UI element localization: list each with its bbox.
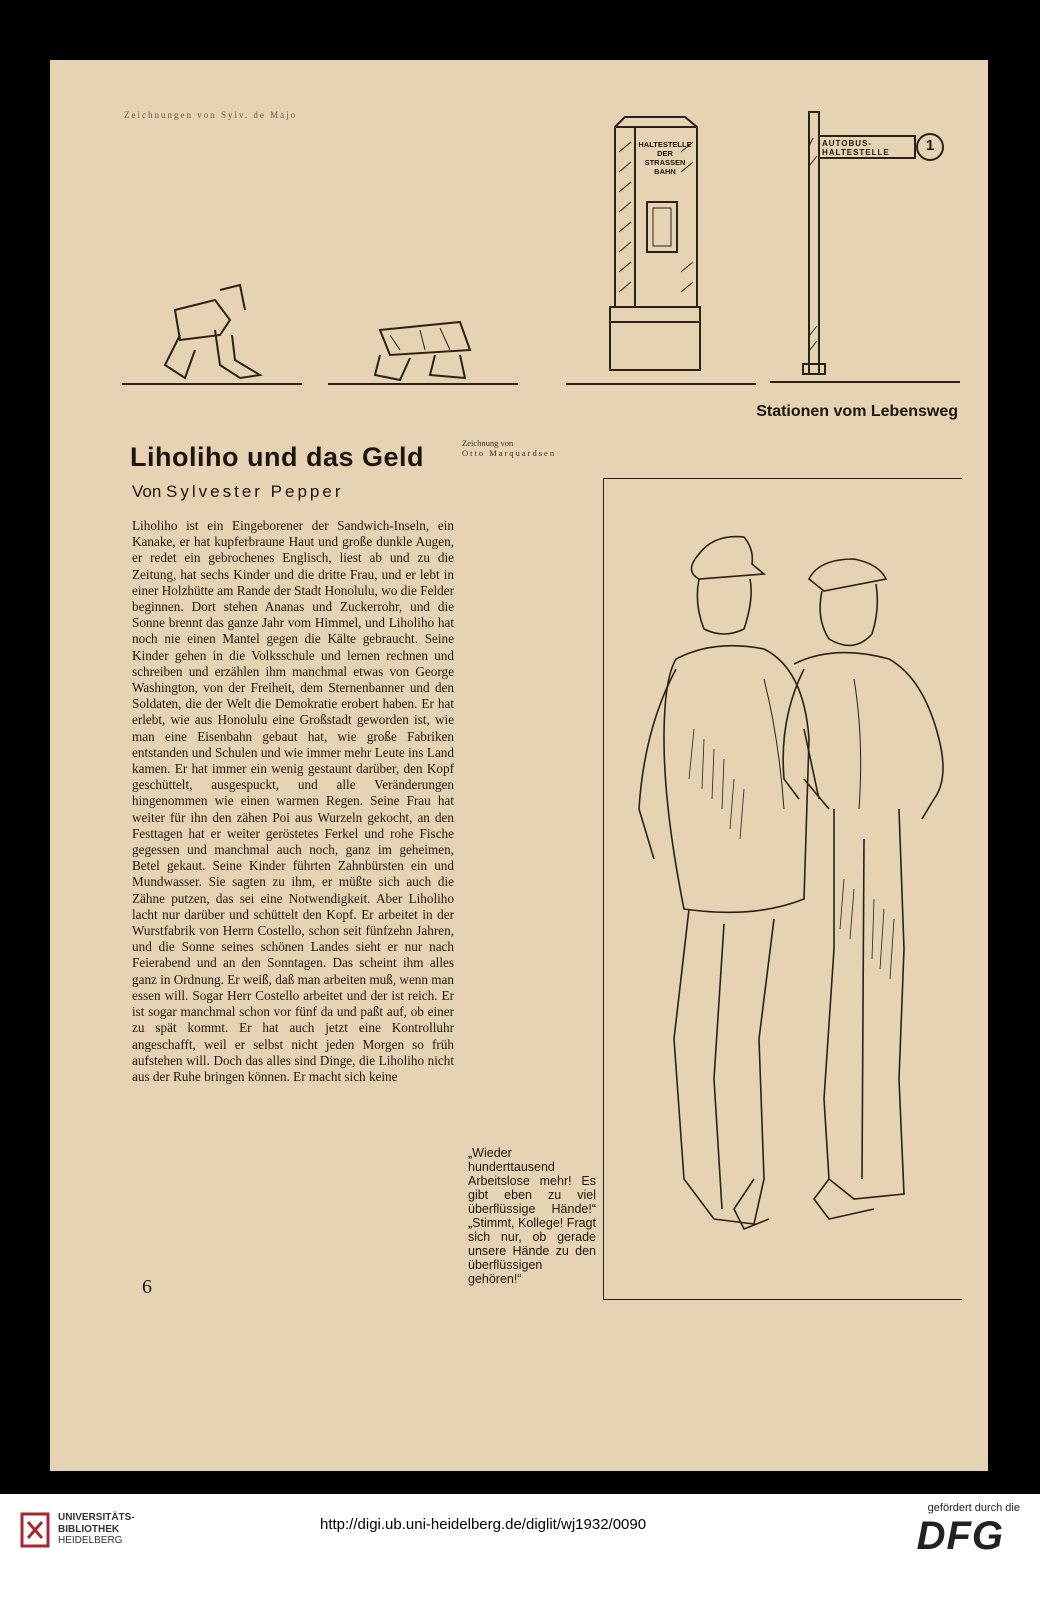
- dfg-logo: DFG: [916, 1514, 1004, 1558]
- library-name-line1: UNIVERSITÄTS-: [58, 1512, 135, 1523]
- series-title: Stationen vom Lebensweg: [756, 403, 958, 420]
- university-library-logo-icon: [18, 1510, 52, 1550]
- article-byline: [132, 482, 344, 502]
- byline-prefix: Von: [132, 482, 162, 501]
- viewer-footer: [0, 1494, 1040, 1601]
- tram-stop-sign-text: HALTESTELLE DER STRASSEN BAHN: [638, 140, 692, 176]
- library-name: [58, 1512, 135, 1547]
- article-title: Liholiho und das Geld: [130, 442, 424, 472]
- ground-line: [122, 383, 302, 385]
- magazine-page: [50, 60, 988, 1471]
- permalink-url[interactable]: http://digi.ub.uni-heidelberg.de/diglit/wj1932/0090: [320, 1516, 647, 1533]
- two-workers-illustration: [604, 479, 960, 1297]
- ground-line: [770, 381, 960, 383]
- ground-line: [566, 383, 756, 385]
- article-body: Liholiho ist ein Eingeborener der Sandwich-Inseln, ein Kanake, er hat kupferbraune Haut und große dunkle Augen, er redet ein gebrochenes Englisch, liest ab und zu die Zeitung, hat sechs Kinder und die dritte Frau, und er lebt in einer Holzhütte am Rande der Stadt Honolulu, wo die Felder beginnen. Dort stehen Ananas und Zuckerrohr, und die Sonne brennt das ganze Jahr vom Himmel, und Liholiho hat noch nie einen Mantel gegen die Kälte gebraucht. Seine Kinder gehen in die Volksschule und lernen rechnen und schreiben und erzählen ihm manchmal etwas von George Washington, von der Freiheit, dem Sternenbanner und den Soldaten, die der Welt die Demokratie erobert haben. Er hat erlebt, wie aus Honolulu eine Großstadt geworden ist, wie man eine Eisenbahn gebaut hat, wie große Fabriken entstanden und Schulen und wie immer mehr Leute ins Land kamen. Er hat immer ein wenig gestaunt darüber, den Kopf geschüttelt, ausgespuckt, und alle Veränderungen hingenommen wie einen warmen Regen. Seine Frau hat weiter für ihn den zähen Poi aus Wurzeln gekocht, an den Festtagen hat er weiter geröstetes Ferkel und rohe Fische gegessen und manchmal auch noch, ganz im geheimen, Betel gekaut. Seine Kinder führten Zahnbürsten ein und Mundwasser. Sie sagten zu ihm, er müßte sich auch die Zähne putzen, das sei eine Notwendigkeit. Aber Liholiho lacht nur darüber und schüttelt den Kopf. Er arbeitet in der Wurstfabrik von Herrn Costello, schon seit fünfzehn Jahren, und die Sonne seines schönen Landes sieht er nur nach Feierabend und an den Sonntagen. Das scheint ihm alles ganz in Ordnung. Er weiß, daß man arbeiten muß, wenn man essen will. Sogar Herr Costello arbeitet und der ist reich. Er ist sogar manchmal schon vor fünf da und paßt auf, ob einer zu spät kommt. Er hat auch jetzt eine Kontrolluhr angeschafft, weil er selbst nicht jeden Morgen so früh aufstehen will. Doch das alles sind Dinge, die Liholiho nicht aus der Ruhe bringen können. Er macht sich keine: [132, 518, 454, 1084]
- two-workers-drawing: [603, 478, 962, 1300]
- drawing-credit-label: Zeichnung von: [462, 438, 514, 448]
- library-name-line3: HEIDELBERG: [58, 1535, 123, 1546]
- author-name: Sylvester Pepper: [166, 482, 344, 501]
- funding-label: gefördert durch die: [927, 1502, 1020, 1514]
- walking-feet-illustration: [120, 280, 540, 390]
- drawing-credit-artist: Otto Marquardsen: [462, 448, 557, 458]
- bus-stop-number: 1: [925, 137, 935, 154]
- illustration-credit: Zeichnungen von Sylv. de Majo: [124, 110, 298, 120]
- drawing-caption: „Wieder hunderttausend Arbeitslose mehr! Es gibt eben zu viel überflüssige Hände!“ „Stimmt, Kollege! Fragt sich nur, ob gerade unsere Hände zu den überflüssigen gehören!“: [468, 1146, 596, 1286]
- ground-line: [328, 383, 518, 385]
- bus-stop-sign-text: AUTOBUS-HALTESTELLE: [822, 139, 890, 157]
- library-name-line2: BIBLIOTHEK: [58, 1523, 120, 1535]
- drawing-credit: [462, 438, 556, 458]
- page-number: 6: [142, 1276, 152, 1298]
